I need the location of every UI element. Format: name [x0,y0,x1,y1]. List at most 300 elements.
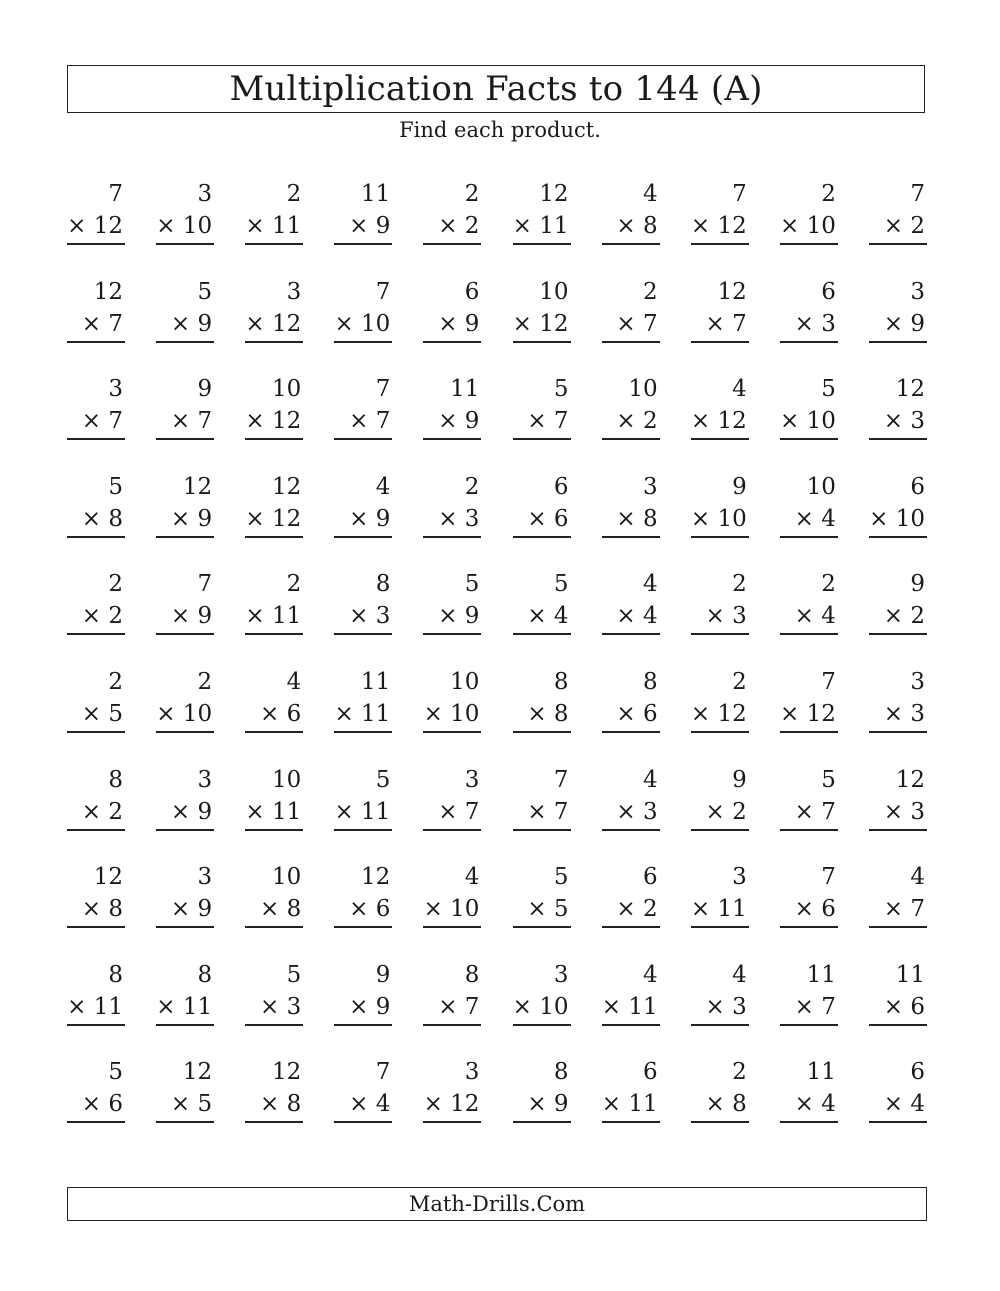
multiplicand: 9 [197,376,213,403]
problem-row [67,276,927,374]
answer-line [67,536,125,538]
multiplier-value: 12 [539,310,569,337]
multiplicand: 8 [464,961,480,988]
multiplicand: 2 [464,181,480,207]
answer-line [245,341,303,343]
multiplicand: 8 [108,766,123,793]
answer-line [869,438,927,440]
times-icon: × [334,798,354,825]
times-icon: × [438,798,458,825]
times-icon: × [259,700,280,727]
times-icon: × [423,700,443,727]
answer-line [513,1024,571,1026]
multiplicand: 12 [182,1059,213,1086]
answer-line [156,243,214,245]
multiplicand: 2 [732,668,747,695]
problem [780,471,838,569]
multiplicand: 4 [732,376,747,403]
answer-line [67,438,125,440]
answer-line [245,243,303,245]
answer-line [334,536,392,538]
multiplier-value: 9 [553,1091,569,1118]
multiplier-value: 7 [821,798,836,825]
multiplicand: 3 [108,376,123,403]
multiplier-value: 12 [717,408,747,435]
multiplicand: 11 [806,1059,836,1086]
problem [156,568,214,666]
multiplier [513,991,571,1023]
problem [156,276,214,374]
multiplier-value: 7 [464,798,480,825]
multiplicand: 7 [821,864,836,891]
multiplicand: 6 [821,278,836,305]
times-icon: × [259,896,280,923]
problem [602,764,660,862]
multiplier [245,405,303,437]
problem [780,959,838,1057]
multiplier [513,600,571,632]
times-icon: × [616,798,636,825]
multiplier [513,796,571,828]
problem [780,373,838,471]
problem [245,861,303,959]
multiplicand: 5 [375,766,391,793]
problem [334,568,392,666]
multiplier-value: 11 [361,700,391,727]
answer-line [602,926,660,928]
times-icon: × [81,700,102,727]
multiplier-value: 3 [286,993,302,1020]
times-icon: × [81,603,102,630]
multiplier [691,600,749,632]
answer-line [513,536,571,538]
problem [869,1056,927,1154]
multiplier [869,308,927,340]
multiplier [691,1088,749,1120]
problem [67,666,125,764]
multiplicand: 11 [806,961,836,988]
multiplier-value: 9 [197,310,213,337]
problem [780,861,838,959]
multiplicand: 5 [553,376,569,403]
multiplier [780,210,838,242]
answer-line [780,731,838,733]
multiplier-value: 9 [197,603,213,630]
multiplier [602,1088,660,1120]
problem [602,666,660,764]
times-icon: × [349,993,369,1020]
times-icon: × [601,1091,622,1118]
multiplier-value: 9 [464,408,480,435]
answer-line [156,1024,214,1026]
multiplier [602,600,660,632]
answer-line [423,633,481,635]
multiplier-value: 8 [553,700,569,727]
answer-line [602,829,660,831]
multiplier [67,698,125,730]
problem [513,764,571,862]
multiplier-value: 2 [108,603,123,630]
multiplier [67,991,125,1023]
problem-row [67,373,927,471]
answer-line [334,243,392,245]
multiplier [602,991,660,1023]
multiplicand: 6 [643,1059,658,1086]
problem [869,178,927,276]
problem [691,568,749,666]
times-icon: × [170,896,191,923]
answer-line [67,1121,125,1123]
multiplier [423,405,481,437]
times-icon: × [780,408,800,435]
problem [602,178,660,276]
times-icon: × [349,213,369,239]
multiplicand: 9 [375,961,391,988]
problem [513,178,571,276]
title-box [67,65,925,113]
problem [156,764,214,862]
problem [423,568,481,666]
multiplier-value: 3 [910,700,925,727]
answer-line [156,731,214,733]
multiplicand: 7 [197,571,213,598]
answer-line [67,731,125,733]
times-icon: × [690,700,711,727]
answer-line [245,1024,303,1026]
problem [780,764,838,862]
problem [513,568,571,666]
multiplier-value: 4 [553,603,569,630]
answer-line [869,926,927,928]
multiplier [780,600,838,632]
problem [513,373,571,471]
answer-line [156,633,214,635]
multiplicand: 3 [464,1059,480,1086]
times-icon: × [423,1091,443,1118]
answer-line [156,341,214,343]
problem [245,959,303,1057]
multiplicand: 5 [553,571,569,598]
problem-row [67,764,927,862]
multiplier [245,503,303,535]
multiplier [245,210,303,242]
multiplier-value: 3 [910,798,925,825]
times-icon: × [690,213,711,239]
problem [334,764,392,862]
multiplier [513,503,571,535]
times-icon: × [527,896,547,923]
times-icon: × [349,505,369,532]
multiplier-value: 7 [553,408,569,435]
times-icon: × [81,505,102,532]
answer-line [869,829,927,831]
problem-row [67,666,927,764]
answer-line [780,926,838,928]
multiplicand: 2 [732,1059,747,1086]
worksheet-title: Multiplication Facts to 144 (A) [229,69,763,109]
multiplier-value: 7 [375,408,391,435]
multiplier-value: 6 [910,993,925,1020]
problem [245,178,303,276]
multiplier [691,405,749,437]
multiplier [334,405,392,437]
multiplicand: 11 [450,376,480,403]
answer-line [869,536,927,538]
problem [156,959,214,1057]
answer-line [334,731,392,733]
times-icon: × [527,505,547,532]
problem [869,568,927,666]
multiplicand: 3 [197,181,213,207]
multiplicand: 6 [464,278,480,305]
answer-line [869,633,927,635]
times-icon: × [616,310,636,337]
multiplier-value: 11 [539,213,569,239]
multiplier-value: 12 [717,213,747,239]
answer-line [423,926,481,928]
problem [691,666,749,764]
multiplier [869,600,927,632]
multiplier [156,210,214,242]
problem-row [67,178,927,276]
multiplier [156,698,214,730]
multiplier [67,210,125,242]
multiplicand: 12 [271,1059,302,1086]
multiplier-value: 8 [732,1091,747,1118]
answer-line [334,633,392,635]
times-icon: × [156,700,176,727]
times-icon: × [259,993,280,1020]
answer-line [245,633,303,635]
multiplier [869,1088,927,1120]
answer-line [869,1121,927,1123]
multiplicand: 6 [910,1059,925,1086]
multiplier [869,893,927,925]
answer-line [602,243,660,245]
problem [334,373,392,471]
problem [245,471,303,569]
times-icon: × [705,1091,725,1118]
times-icon: × [527,603,547,630]
times-icon: × [438,213,458,239]
times-icon: × [156,993,176,1020]
answer-line [602,438,660,440]
answer-line [602,731,660,733]
multiplier [423,210,481,242]
answer-line [334,1024,392,1026]
answer-line [513,731,571,733]
problem [423,373,481,471]
problem [156,471,214,569]
problem [691,471,749,569]
problem [602,471,660,569]
multiplicand: 8 [643,668,658,695]
multiplier [67,1088,125,1120]
multiplier-value: 2 [910,213,925,239]
times-icon: × [438,505,458,532]
problem [423,764,481,862]
answer-line [691,341,749,343]
times-icon: × [794,603,814,630]
multiplier [602,796,660,828]
multiplicand: 12 [895,376,925,403]
multiplier-value: 3 [910,408,925,435]
times-icon: × [527,798,547,825]
times-icon: × [349,1091,369,1118]
problem-row [67,959,927,1057]
answer-line [67,633,125,635]
times-icon: × [334,310,354,337]
multiplicand: 7 [910,181,925,207]
multiplier [780,893,838,925]
multiplier-value: 4 [643,603,658,630]
answer-line [691,731,749,733]
multiplier [513,893,571,925]
multiplier-value: 7 [821,993,836,1020]
multiplier [602,405,660,437]
times-icon: × [245,798,265,825]
answer-line [334,341,392,343]
multiplier [691,698,749,730]
multiplier-value: 3 [732,993,747,1020]
answer-line [423,438,481,440]
problem [245,764,303,862]
multiplier-value: 12 [271,408,302,435]
problem [156,1056,214,1154]
answer-line [691,243,749,245]
multiplier-value: 10 [895,505,925,532]
problem [156,178,214,276]
multiplier-value: 10 [806,213,836,239]
times-icon: × [245,310,265,337]
times-icon: × [883,213,904,239]
answer-line [67,926,125,928]
problem [423,861,481,959]
answer-line [513,633,571,635]
problem [869,861,927,959]
problem [513,471,571,569]
times-icon: × [616,896,636,923]
problem [156,373,214,471]
multiplicand: 5 [197,278,213,305]
answer-line [156,926,214,928]
problem [423,666,481,764]
multiplier-value: 3 [464,505,480,532]
problem [245,276,303,374]
multiplier [156,503,214,535]
multiplicand: 5 [108,473,123,500]
multiplier [156,796,214,828]
problem [334,666,392,764]
times-icon: × [512,213,532,239]
multiplier-value: 6 [286,700,302,727]
multiplicand: 12 [895,766,925,793]
answer-line [67,341,125,343]
times-icon: × [690,408,711,435]
multiplicand: 8 [197,961,213,988]
multiplicand: 12 [361,864,391,891]
multiplier [334,1088,392,1120]
answer-line [780,829,838,831]
multiplier [67,600,125,632]
answer-line [869,731,927,733]
times-icon: × [794,1091,814,1118]
problem-row [67,471,927,569]
problem [513,959,571,1057]
problem [513,1056,571,1154]
problem [602,959,660,1057]
multiplier [334,503,392,535]
problem [513,861,571,959]
multiplicand: 4 [643,181,658,207]
times-icon: × [794,993,814,1020]
problem [156,861,214,959]
answer-line [602,1024,660,1026]
multiplier [67,893,125,925]
multiplier-value: 9 [910,310,925,337]
multiplicand: 8 [108,961,123,988]
footer-text: Math-Drills.Com [408,1192,586,1216]
answer-line [423,731,481,733]
problem [691,861,749,959]
answer-line [513,1121,571,1123]
problem-row [67,568,927,666]
times-icon: × [705,798,725,825]
multiplier [691,503,749,535]
problem [67,471,125,569]
multiplier [602,698,660,730]
answer-line [691,1121,749,1123]
times-icon: × [438,310,458,337]
multiplier [156,405,214,437]
multiplicand: 10 [450,668,480,695]
multiplier-value: 11 [628,1091,658,1118]
multiplier-value: 9 [375,505,391,532]
answer-line [423,243,481,245]
problem [334,471,392,569]
multiplicand: 6 [553,473,569,500]
multiplicand: 10 [271,864,302,891]
multiplier [780,796,838,828]
multiplier-value: 3 [643,798,658,825]
multiplicand: 9 [732,766,747,793]
multiplicand: 4 [910,864,925,891]
times-icon: × [81,798,102,825]
multiplier [67,405,125,437]
multiplicand: 5 [286,961,302,988]
multiplier-value: 9 [464,603,480,630]
times-icon: × [438,408,458,435]
problem [245,1056,303,1154]
multiplicand: 4 [286,668,302,695]
problem [67,1056,125,1154]
times-icon: × [780,213,800,239]
times-icon: × [170,310,191,337]
answer-line [334,829,392,831]
multiplier-value: 4 [375,1091,391,1118]
multiplier-value: 5 [197,1091,213,1118]
multiplier-value: 2 [108,798,123,825]
multiplier [423,698,481,730]
answer-line [691,633,749,635]
multiplicand: 3 [197,864,213,891]
multiplier-value: 3 [821,310,836,337]
multiplicand: 3 [910,668,925,695]
multiplier-value: 10 [450,896,480,923]
times-icon: × [616,213,636,239]
multiplier [691,796,749,828]
multiplicand: 2 [643,278,658,305]
